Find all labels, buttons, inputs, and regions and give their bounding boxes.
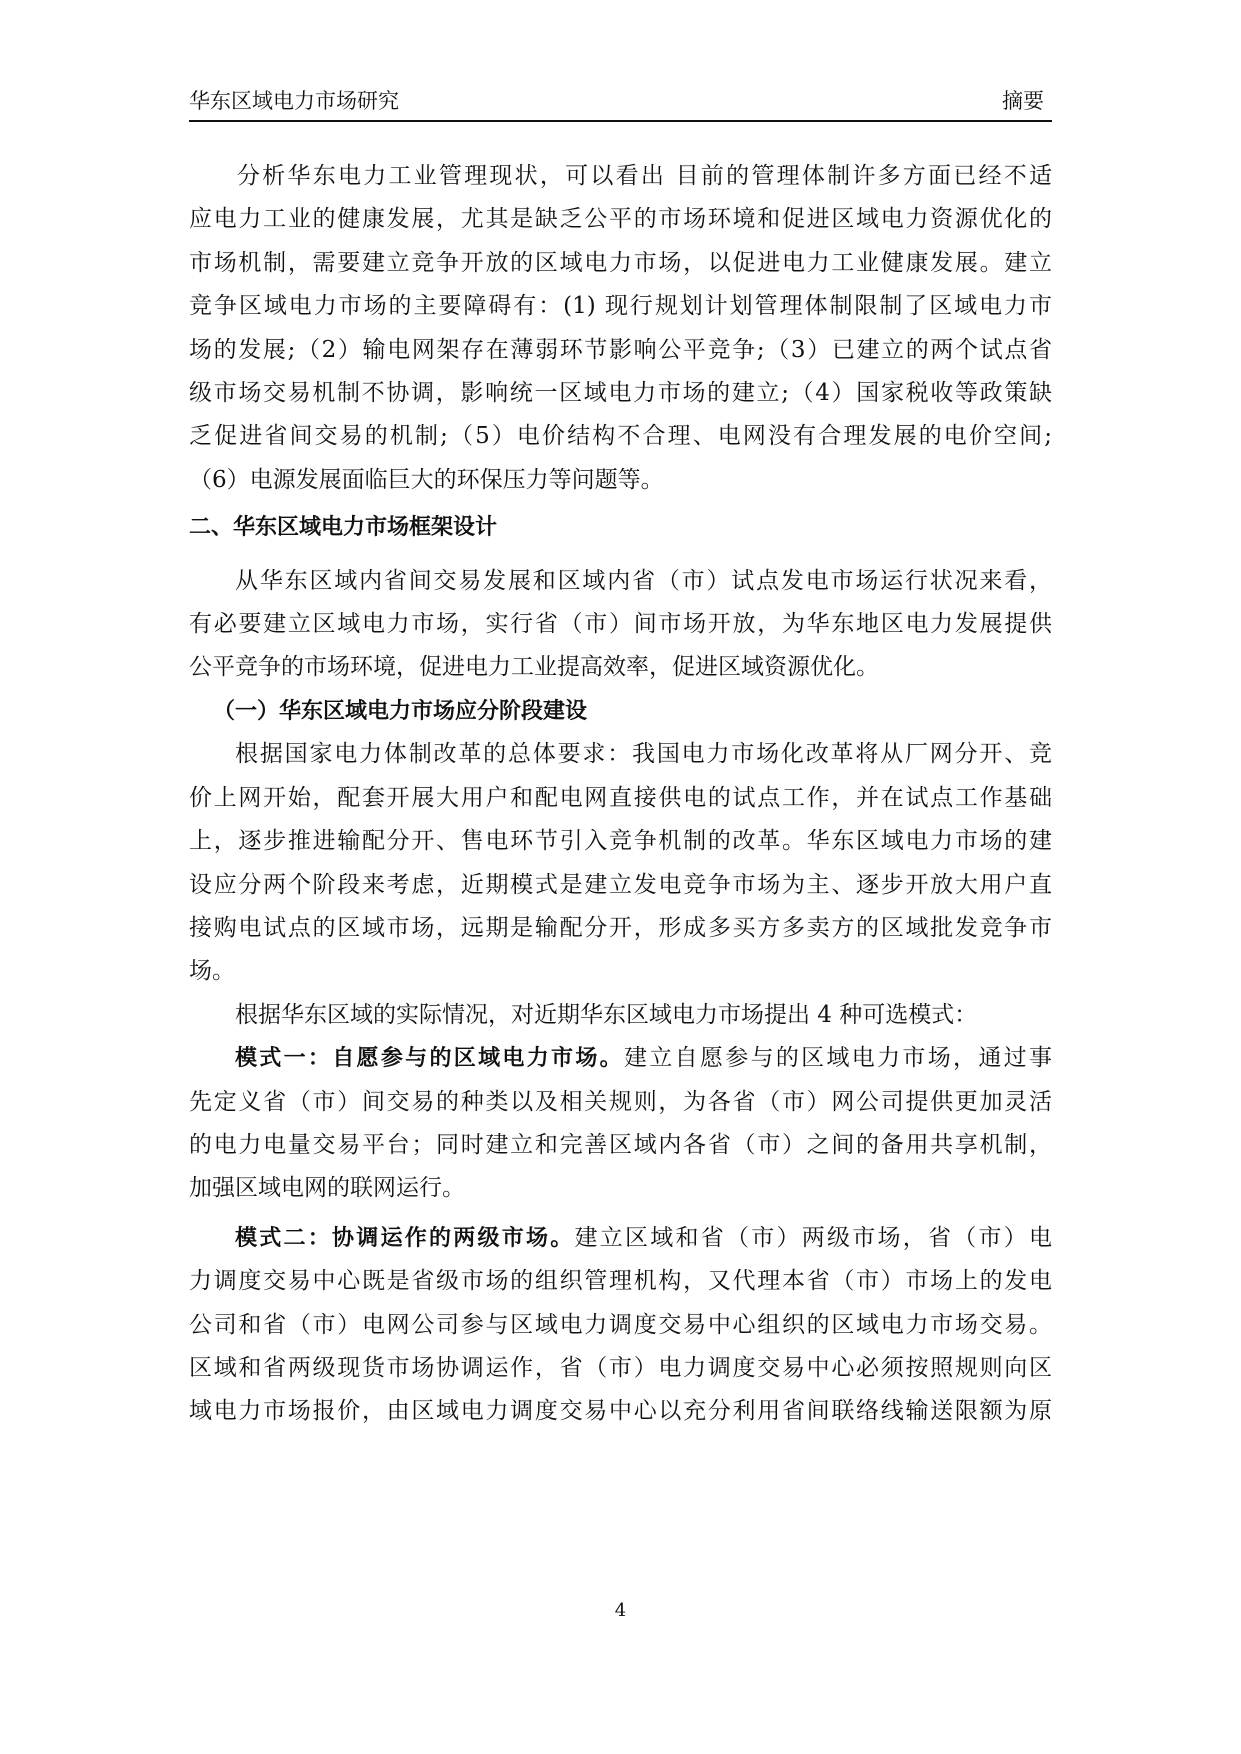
text-line: 的电力电量交易平台；同时建立和完善区域内各省（市）之间的备用共享机制，	[189, 1131, 1052, 1158]
text-line: 场的发展;（2）输电网架存在薄弱环节影响公平竞争;（3）已建立的两个试点省	[189, 336, 1052, 363]
paragraph-necessity	[189, 560, 1052, 690]
mode-one-text: 建立自愿参与的区域电力市场，通过事	[624, 1045, 1052, 1072]
page-header	[189, 86, 1052, 122]
page-number: 4	[614, 1600, 627, 1621]
text-line	[189, 1217, 1052, 1260]
section-label: 摘要	[1002, 89, 1044, 113]
document-title: 华东区域电力市场研究	[189, 89, 399, 113]
text-line	[189, 1037, 1052, 1080]
text-line: 先定义省（市）间交易的种类以及相关规则，为各省（市）网公司提供更加灵活	[189, 1088, 1052, 1115]
mode-two-text: 建立区域和省（市）两级市场，省（市）电	[574, 1224, 1052, 1251]
text-line: 分析华东电力工业管理现状，可以看出 目前的管理体制许多方面已经不适	[237, 163, 1052, 189]
text-line: 区域和省两级现货市场协调运作，省（市）电力调度交易中心必须按照规则向区	[189, 1354, 1052, 1381]
text-line: 有必要建立区域电力市场，实行省（市）间市场开放，为华东地区电力发展提供	[189, 611, 1052, 638]
text-line: 设应分两个阶段来考虑，近期模式是建立发电竞争市场为主、逐步开放大用户直	[189, 871, 1052, 898]
text-line: 应电力工业的健康发展，尤其是缺乏公平的市场环境和促进区域电力资源优化的	[189, 206, 1052, 233]
text-line: （6）电源发展面临巨大的环保压力等问题等。	[189, 466, 664, 493]
paragraph-obstacles	[189, 155, 1052, 502]
text-line: 公平竞争的市场环境，促进电力工业提高效率，促进区域资源优化。	[189, 654, 879, 681]
paragraph-mode-two	[189, 1217, 1052, 1434]
text-line: 价上网开始，配套开展大用户和配电网直接供电的试点工作，并在试点工作基础	[189, 784, 1052, 811]
paragraph-modes-intro	[189, 994, 1052, 1037]
text-line: 级市场交易机制不协调，影响统一区域电力市场的建立;（4）国家税收等政策缺	[189, 380, 1052, 407]
text-line: 力调度交易中心既是省级市场的组织管理机构，又代理本省（市）市场上的发电	[189, 1268, 1052, 1295]
paragraph-stages	[189, 733, 1052, 993]
paragraph-mode-one	[189, 1037, 1052, 1211]
text-line: 上，逐步推进输配分开、售电环节引入竞争机制的改革。华东区域电力市场的建	[189, 828, 1052, 855]
text-line: 市场机制，需要建立竞争开放的区域电力市场，以促进电力工业健康发展。建立	[189, 249, 1052, 276]
text-line: 从华东区域内省间交易发展和区域内省（市）试点发电市场运行状况来看，	[235, 567, 1052, 594]
mode-two-title: 模式二：协调运作的两级市场。	[235, 1225, 575, 1251]
text-line: 场。	[189, 958, 235, 985]
text-line: 根据国家电力体制改革的总体要求：我国电力市场化改革将从厂网分开、竞	[235, 741, 1052, 768]
text-line: 乏促进省间交易的机制;（5）电价结构不合理、电网没有合理发展的电价空间;	[189, 423, 1052, 450]
text-line: 加强区域电网的联网运行。	[189, 1175, 465, 1202]
text-line: 竞争区域电力市场的主要障碍有：(1) 现行规划计划管理体制限制了区域电力市	[189, 293, 1052, 320]
text-line: 接购电试点的区域市场，远期是输配分开，形成多买方多卖方的区域批发竞争市	[189, 914, 1052, 941]
text-line: 根据华东区域的实际情况，对近期华东区域电力市场提出 4 种可选模式：	[235, 1001, 978, 1028]
mode-one-title: 模式一：自愿参与的区域电力市场。	[235, 1046, 624, 1072]
subsection-heading: （一）华东区域电力市场应分阶段建设	[213, 698, 588, 724]
section-heading: 二、华东区域电力市场框架设计	[189, 515, 498, 541]
page-content	[189, 155, 1052, 1434]
text-line: 域电力市场报价，由区域电力调度交易中心以充分利用省间联络线输送限额为原	[189, 1398, 1052, 1425]
text-line: 公司和省（市）电网公司参与区域电力调度交易中心组织的区域电力市场交易。	[189, 1311, 1052, 1338]
